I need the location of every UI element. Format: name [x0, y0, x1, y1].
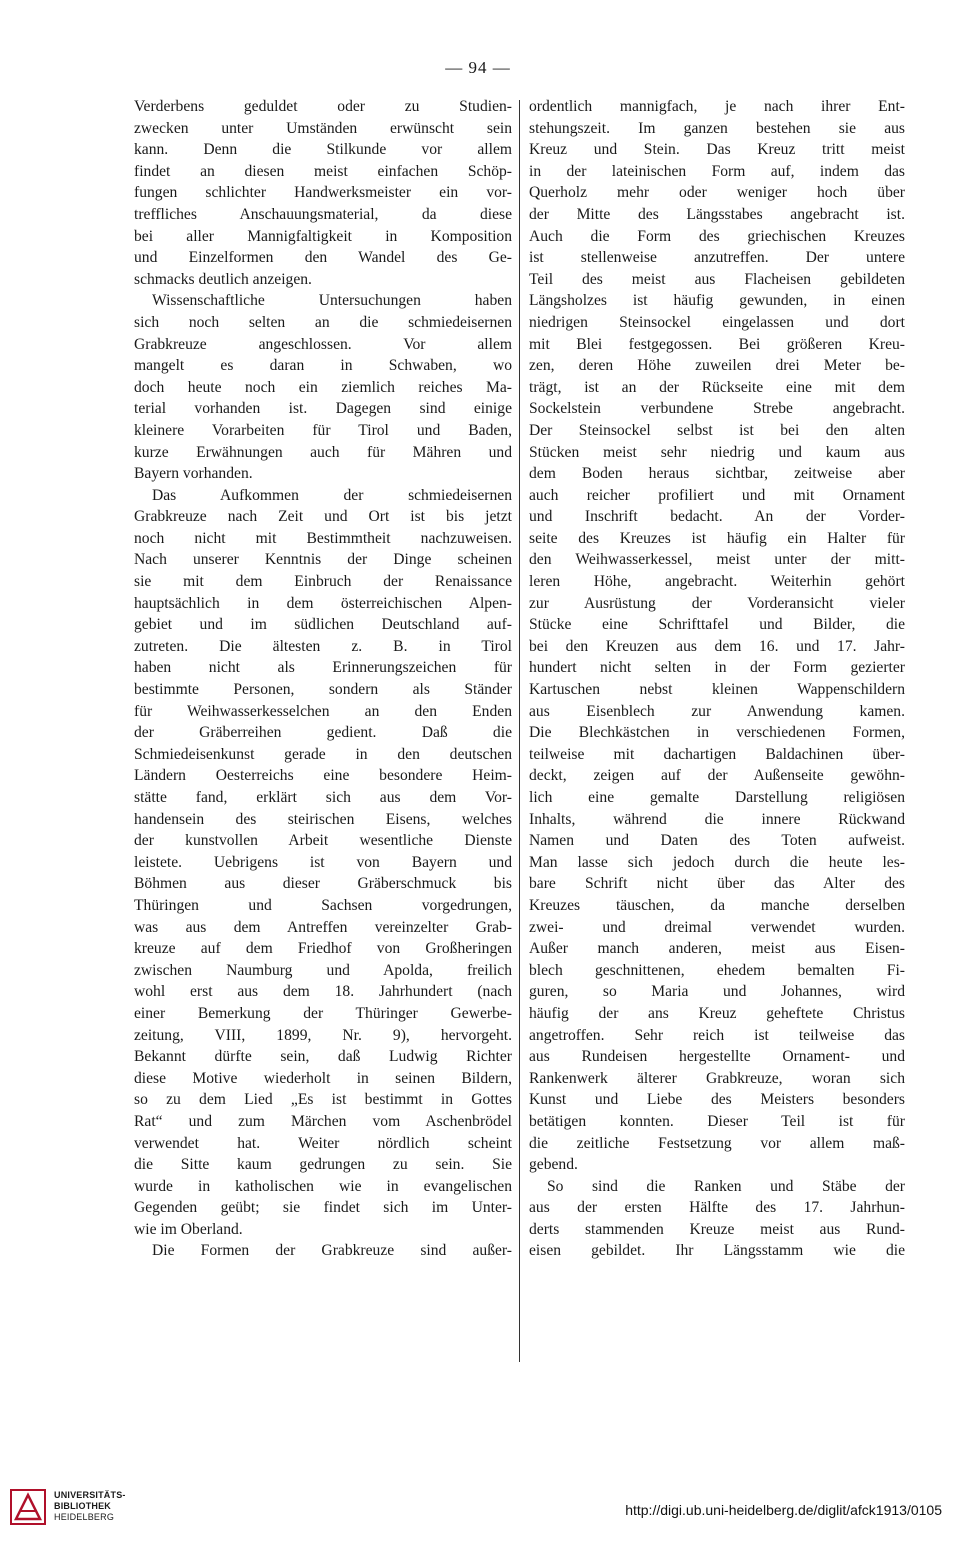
text-line: Die Formen der Grabkreuze sind außer- — [152, 1242, 512, 1260]
text-line: bei aller Mannigfaltigkeit in Komposition — [134, 227, 512, 245]
text-line: guren, so Maria und Johannes, wird — [529, 983, 905, 1001]
text-line: haben nicht als Erinnerungszeichen für — [134, 659, 512, 677]
text-line: handensein des steirischen Eisens, welches — [134, 810, 512, 828]
text-line: zwecken unter Umständen erwünscht sein — [134, 119, 512, 137]
right-text-column — [529, 96, 905, 1262]
text-line: kleinere Vorarbeiten für Tirol und Baden, — [134, 421, 512, 439]
text-line: ordentlich mannigfach, je nach ihrer Ent- — [529, 98, 905, 115]
text-line: gebiet und im südlichen Deutschland auf- — [134, 616, 512, 634]
text-line: so zu dem Lied „Es ist bestimmt in Gottes — [134, 1091, 512, 1109]
text-line: aus Rundeisen hergestellte Ornament- und — [529, 1048, 905, 1066]
text-line: angetroffen. Sehr reich ist teilweise das — [529, 1026, 905, 1044]
text-line: blech geschnittenen, ehedem bemalten Fi- — [529, 961, 905, 979]
text-line: Kartuschen nebst kleinen Wappenschildern — [529, 681, 905, 699]
text-line: Außer manch anderen, meist aus Eisen- — [529, 940, 905, 958]
text-line: kurze Erwähnungen auch für Mähren und — [134, 443, 512, 461]
text-line: noch nicht mit Bestimmtheit nachzuweisen. — [134, 529, 512, 547]
text-line: terial vorhanden ist. Dagegen sind einige — [134, 400, 512, 418]
text-line: fungen schlichter Handwerksmeister ein vor- — [134, 184, 512, 202]
text-line: zeitung, VIII, 1899, Nr. 9), hervorgeht. — [134, 1026, 512, 1044]
text-line: Nach unserer Kenntnis der Dinge scheinen — [134, 551, 512, 569]
text-line: Verderbens geduldet oder zu Studien- — [134, 98, 512, 115]
source-url-link[interactable]: http://digi.ub.uni-heidelberg.de/diglit/afck1913/0105 — [625, 1502, 942, 1518]
text-line: bestimmte Personen, sondern als Ständer — [134, 681, 512, 699]
page-number: — 94 — — [445, 58, 511, 77]
text-line: die zeitliche Festsetzung vor allem maß- — [529, 1134, 905, 1152]
text-line: Teil des meist aus Flacheisen gebildeten — [529, 270, 905, 288]
text-line: Schmiedeisenkunst gerade in den deutschen — [134, 745, 512, 763]
text-line: was aus dem Antreffen vereinzelter Grab- — [134, 918, 512, 936]
text-line: aus der ersten Hälfte des 17. Jahrhun- — [529, 1199, 905, 1217]
text-line: dem Boden heraus sichtbar, zeitweise aber — [529, 465, 905, 483]
text-line: leistete. Uebrigens ist von Bayern und — [134, 853, 512, 871]
text-line: derts stammenden Kreuze meist aus Rund- — [529, 1220, 905, 1238]
text-line: und Einzelformen den Wandel des Ge- — [134, 249, 512, 267]
text-line: kreuze auf dem Friedhof von Großheringen — [134, 940, 512, 958]
text-line: teilweise mit dachartigen Baldachinen über- — [529, 745, 905, 763]
text-line: zwischen Naumburg und Apolda, freilich — [134, 961, 512, 979]
left-text-column — [134, 96, 512, 1262]
text-line: Wissenschaftliche Untersuchungen haben — [152, 292, 512, 310]
text-line: Man lasse sich jedoch durch die heute les- — [529, 853, 905, 871]
text-line: Auch die Form des griechischen Kreuzes — [529, 227, 905, 245]
text-line: und Inschrift bedacht. An der Vorder- — [529, 508, 905, 526]
text-line: auch reicher profiliert und mit Ornament — [529, 486, 905, 504]
text-line: aus Eisenblech zur Anwendung kamen. — [529, 702, 905, 720]
text-line: findet an diesen meist einfachen Schöp- — [134, 162, 512, 180]
text-line: Rat“ und zum Märchen vom Aschenbrödel — [134, 1112, 512, 1130]
text-line: der kunstvollen Arbeit wesentliche Dienste — [134, 832, 512, 850]
text-line: zur Ausrüstung der Vorderansicht vieler — [529, 594, 905, 612]
library-logo-text — [54, 1490, 126, 1523]
text-line: leren Höhe, angebracht. Weiterhin gehört — [529, 573, 905, 591]
text-line: niedrigen Steinsockel eingelassen und dort — [529, 313, 905, 331]
text-line: Grabkreuze nach Zeit und Ort ist bis jetzt — [134, 508, 512, 526]
text-line: mangelt es daran in Schwaben, wo — [134, 357, 512, 375]
text-line: Rankenwerk älterer Grabkreuze, woran sich — [529, 1069, 905, 1087]
text-line: Gegenden geübt; sie findet sich im Unter- — [134, 1199, 512, 1217]
logo-line-3: HEIDELBERG — [54, 1512, 115, 1522]
text-line: kann. Denn die Stilkunde vor allem — [134, 141, 512, 159]
text-line: ist stellenweise anzutreffen. Der untere — [529, 249, 905, 267]
text-line: lich eine gemalte Darstellung religiösen — [529, 789, 905, 806]
text-line: schmacks deutlich anzeigen. — [134, 270, 312, 288]
text-line: wie im Oberland. — [134, 1220, 243, 1238]
text-line: Grabkreuze angeschlossen. Vor allem — [134, 335, 512, 353]
logo-line-2: BIBLIOTHEK — [54, 1501, 111, 1511]
text-line: sich noch selten an die schmiedeisernen — [134, 313, 512, 331]
logo-line-1: UNIVERSITÄTS- — [54, 1490, 126, 1500]
text-line: die Sitte kaum gedrungen zu sein. Sie — [134, 1156, 512, 1174]
text-line: Bekannt dürfte sein, daß Ludwig Richter — [134, 1048, 512, 1066]
text-line: bei den Kreuzen aus dem 16. und 17. Jahr- — [529, 637, 905, 655]
library-logo[interactable] — [10, 1487, 150, 1527]
text-line: Der Steinsockel selbst ist bei den alten — [529, 421, 905, 439]
text-line: gebend. — [529, 1156, 578, 1174]
text-line: trägt, ist an der Rückseite eine mit dem — [529, 378, 905, 396]
text-line: einer Bemerkung der Thüringer Gewerbe- — [134, 1004, 512, 1022]
text-line: Thüringen und Sachsen vorgedrungen, — [134, 896, 512, 914]
text-line: wohl erst aus dem 18. Jahrhundert (nach — [134, 983, 512, 1001]
text-line: treffliches Anschauungsmaterial, da diese — [134, 205, 512, 223]
column-divider — [519, 100, 520, 1362]
text-line: zen, deren Höhe zuweilen drei Meter be- — [529, 357, 905, 375]
text-line: Kunst und Liebe des Meisters besonders — [529, 1091, 905, 1109]
text-line: Stücke eine Schrifttafel und Bilder, die — [529, 616, 905, 634]
text-line: Sockelstein verbundene Strebe angebracht. — [529, 400, 905, 418]
text-line: betätigen konnten. Dieser Teil ist für — [529, 1112, 905, 1130]
text-line: Längsholzes ist häufig gewunden, in einen — [529, 292, 905, 310]
text-line: Kreuzes täuschen, da manche derselben — [529, 896, 905, 914]
library-logo-icon — [10, 1489, 46, 1525]
text-line: doch heute noch ein ziemlich reiches Ma- — [134, 378, 512, 396]
text-line: deckt, zeigen auf der Außenseite gewöhn- — [529, 767, 905, 785]
text-line: der Mitte des Längsstabes angebracht ist. — [529, 205, 905, 223]
text-line: für Weihwasserkesselchen an den Enden — [134, 702, 512, 720]
text-line: zutreten. Die ältesten z. B. in Tirol — [134, 637, 512, 655]
text-line: Die Blechkästchen in verschiedenen Formen, — [529, 724, 905, 742]
text-line: hundert nicht selten in der Form gezierter — [529, 659, 905, 677]
text-line: wurde in katholischen wie in evangelischen — [134, 1177, 512, 1195]
text-line: häufig der ans Kreuz geheftete Christus — [529, 1004, 905, 1022]
text-line: So sind die Ranken und Stäbe der — [547, 1177, 905, 1195]
text-line: stehungszeit. Im ganzen bestehen sie aus — [529, 119, 905, 137]
text-line: verwendet hat. Weiter nördlich scheint — [134, 1134, 512, 1152]
text-line: zwei- und dreimal verwendet wurden. — [529, 918, 905, 936]
text-line: Böhmen aus dieser Gräberschmuck bis — [134, 875, 512, 893]
text-line: Inhalts, während die innere Rückwand — [529, 810, 905, 828]
text-line: Querholz mehr oder weniger hoch über — [529, 184, 905, 202]
text-line: Ländern Oesterreichs eine besondere Heim- — [134, 767, 512, 785]
text-line: der Gräberreihen gedient. Daß die — [134, 724, 512, 742]
text-line: den Weihwasserkessel, meist unter der mitt- — [529, 551, 905, 569]
text-line: bare Schrift nicht über das Alter des — [529, 875, 905, 893]
text-line: eisen gebildet. Ihr Längsstamm wie die — [529, 1242, 905, 1260]
text-line: diese Motive wiederholt in seinen Bildern, — [134, 1069, 512, 1087]
text-line: stätte fand, erklärt sich aus dem Vor- — [134, 789, 512, 806]
text-line: Kreuz und Stein. Das Kreuz tritt meist — [529, 141, 905, 159]
text-line: mit Blei festgegossen. Bei größeren Kreu- — [529, 335, 905, 353]
text-line: in der lateinischen Form auf, indem das — [529, 162, 905, 180]
text-line: hauptsächlich in dem österreichischen Alpen- — [134, 594, 512, 612]
text-line: sie mit dem Einbruch der Renaissance — [134, 573, 512, 591]
text-line: Bayern vorhanden. — [134, 465, 253, 483]
text-line: Das Aufkommen der schmiedeisernen — [152, 486, 512, 504]
text-line: seite des Kreuzes ist häufig ein Halter für — [529, 529, 905, 547]
text-line: Stücken meist sehr niedrig und kaum aus — [529, 443, 905, 461]
text-line: Namen und Daten des Toten aufweist. — [529, 832, 905, 850]
